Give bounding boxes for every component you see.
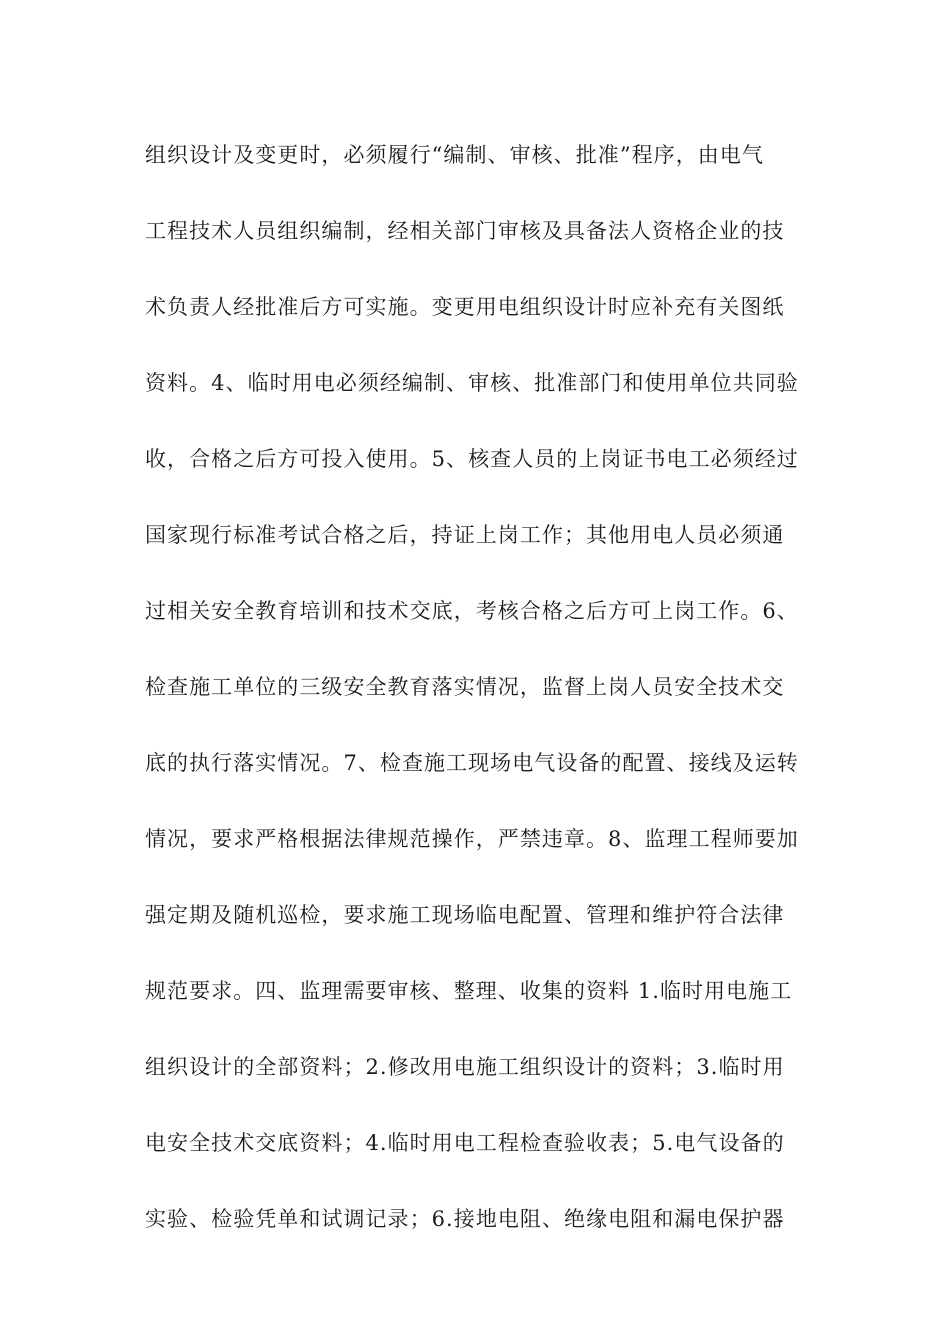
- text-line: 底的执行落实情况。7、检查施工现场电气设备的配置、接线及运转: [145, 751, 799, 775]
- body-text: [145, 133, 810, 1273]
- text-line: 实验、检验凭单和试调记录；6.接地电阻、绝缘电阻和漏电保护器: [145, 1207, 785, 1231]
- text-line: 组织设计及变更时，必须履行“编制、审核、批准”程序，由电气: [145, 143, 764, 167]
- text-line: 资料。4、临时用电必须经编制、审核、批准部门和使用单位共同验: [145, 371, 799, 395]
- text-line: 组织设计的全部资料；2.修改用电施工组织设计的资料；3.临时用: [145, 1055, 785, 1079]
- text-line: 收，合格之后方可投入使用。5、核查人员的上岗证书电工必须经过: [145, 447, 799, 471]
- text-line: 过相关安全教育培训和技术交底，考核合格之后方可上岗工作。6、: [145, 599, 799, 623]
- text-line: 工程技术人员组织编制，经相关部门审核及具备法人资格企业的技: [145, 219, 785, 243]
- text-line: 检查施工单位的三级安全教育落实情况，监督上岗人员安全技术交: [145, 675, 785, 699]
- text-line: 情况，要求严格根据法律规范操作，严禁违章。8、监理工程师要加: [145, 827, 799, 851]
- text-line: 国家现行标准考试合格之后，持证上岗工作；其他用电人员必须通: [145, 523, 785, 547]
- text-line: 电安全技术交底资料；4.临时用电工程检查验收表；5.电气设备的: [145, 1131, 785, 1155]
- text-line: 术负责人经批准后方可实施。变更用电组织设计时应补充有关图纸: [145, 295, 785, 319]
- text-line: 强定期及随机巡检，要求施工现场临电配置、管理和维护符合法律: [145, 903, 785, 927]
- text-line: 规范要求。四、监理需要审核、整理、收集的资料 1.临时用电施工: [145, 979, 793, 1003]
